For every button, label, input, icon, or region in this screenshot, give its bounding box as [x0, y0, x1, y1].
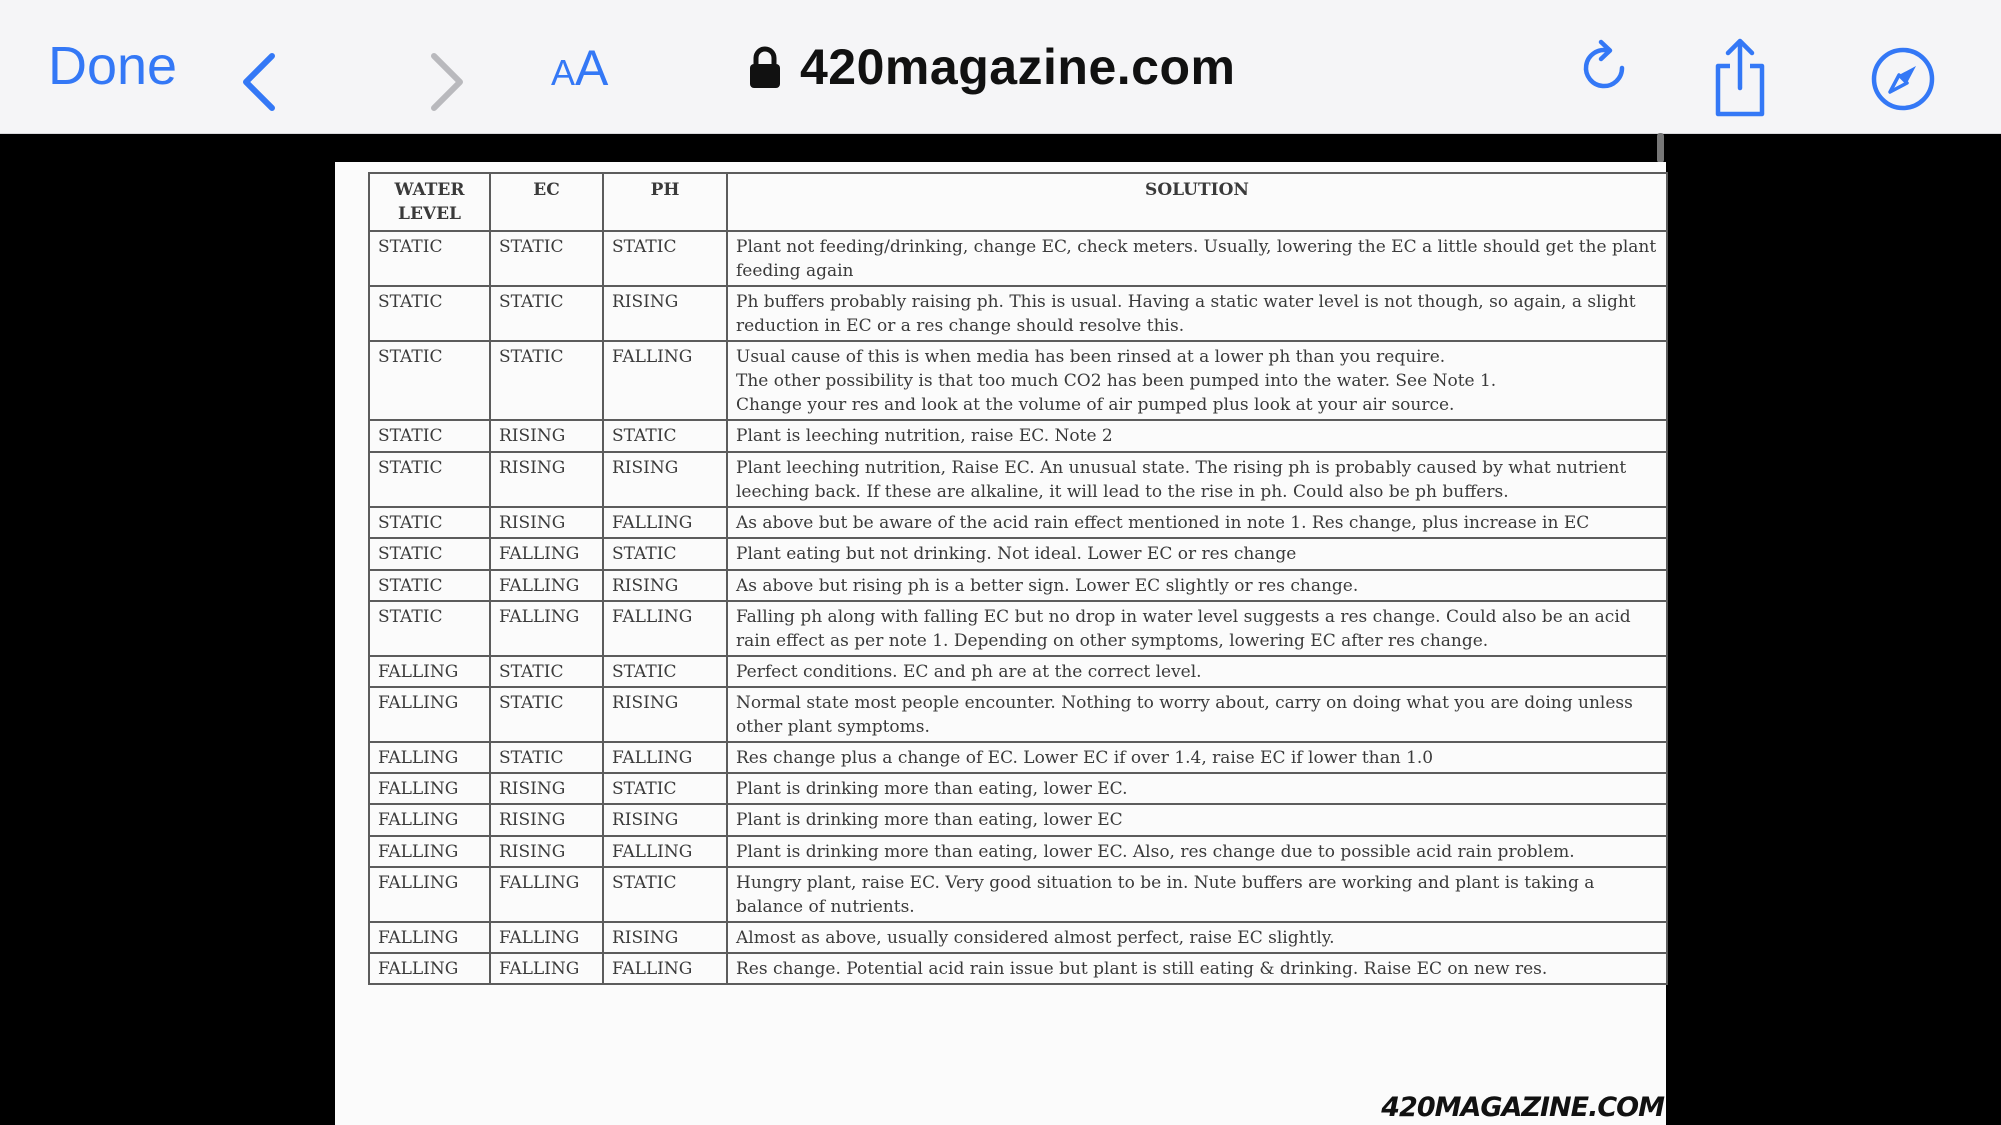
col-header-solution: SOLUTION	[727, 173, 1667, 231]
document-image	[335, 162, 1666, 1125]
cell-solution: Almost as above, usually considered almost perfect, raise EC slightly.	[727, 922, 1667, 953]
cell-solution: Ph buffers probably raising ph. This is usual. Having a static water level is not though, so again, a slight reduction in EC or a res change should resolve this.	[727, 286, 1667, 341]
cell-ec: STATIC	[490, 286, 603, 341]
table-row	[369, 570, 1667, 601]
cell-solution: As above but be aware of the acid rain effect mentioned in note 1. Res change, plus increase in EC	[727, 507, 1667, 538]
cell-ph: RISING	[603, 570, 727, 601]
cell-ph: STATIC	[603, 656, 727, 687]
cell-solution: As above but rising ph is a better sign. Lower EC slightly or res change.	[727, 570, 1667, 601]
cell-ph: STATIC	[603, 420, 727, 452]
cell-solution: Plant is drinking more than eating, lower EC.	[727, 773, 1667, 804]
cell-ec: FALLING	[490, 570, 603, 601]
cell-ph: FALLING	[603, 341, 727, 420]
cell-ec: STATIC	[490, 656, 603, 687]
cell-ec: FALLING	[490, 601, 603, 656]
cell-ph: STATIC	[603, 773, 727, 804]
cell-ph: RISING	[603, 922, 727, 953]
browser-toolbar	[0, 0, 2001, 134]
table-row	[369, 742, 1667, 773]
table-row	[369, 420, 1667, 452]
cell-solution: Res change plus a change of EC. Lower EC if over 1.4, raise EC if lower than 1.0	[727, 742, 1667, 773]
table-row	[369, 452, 1667, 507]
cell-water-level: STATIC	[369, 341, 490, 420]
share-icon	[1710, 36, 1770, 120]
cell-water-level: FALLING	[369, 742, 490, 773]
cell-ph: STATIC	[603, 538, 727, 570]
cell-solution: Hungry plant, raise EC. Very good situation to be in. Nute buffers are working and plant is taking a balance of nutrients.	[727, 867, 1667, 922]
table-row	[369, 953, 1667, 984]
table-row	[369, 656, 1667, 687]
table-row	[369, 687, 1667, 742]
cell-water-level: FALLING	[369, 867, 490, 922]
back-button[interactable]	[238, 50, 278, 114]
text-size-big-glyph: A	[575, 40, 609, 96]
cell-water-level: FALLING	[369, 656, 490, 687]
cell-ph: STATIC	[603, 231, 727, 286]
cell-solution: Plant eating but not drinking. Not ideal. Lower EC or res change	[727, 538, 1667, 570]
cell-water-level: STATIC	[369, 601, 490, 656]
lock-icon	[748, 45, 782, 89]
scrollbar[interactable]	[1657, 133, 1664, 163]
cell-water-level: FALLING	[369, 804, 490, 836]
cell-ph: FALLING	[603, 836, 727, 867]
cell-solution: Falling ph along with falling EC but no drop in water level suggests a res change. Could also be an acid rain effect as per note 1. Depending on other symptoms, lowering EC after res change.	[727, 601, 1667, 656]
text-size-button[interactable]	[551, 38, 608, 111]
done-button[interactable]: Done	[48, 36, 178, 96]
share-button[interactable]	[1710, 36, 1770, 120]
cell-water-level: FALLING	[369, 953, 490, 984]
safari-button[interactable]	[1870, 46, 1936, 112]
cell-ph: FALLING	[603, 742, 727, 773]
cell-solution: Plant is drinking more than eating, lower EC	[727, 804, 1667, 836]
cell-water-level: STATIC	[369, 452, 490, 507]
cell-water-level: STATIC	[369, 507, 490, 538]
cell-solution: Perfect conditions. EC and ph are at the correct level.	[727, 656, 1667, 687]
col-header-water-level-line-1: WATER	[394, 180, 465, 200]
cell-ec: RISING	[490, 420, 603, 452]
cell-ec: STATIC	[490, 742, 603, 773]
cell-ph: FALLING	[603, 953, 727, 984]
cell-solution: Res change. Potential acid rain issue but plant is still eating & drinking. Raise EC on new res.	[727, 953, 1667, 984]
table-row	[369, 341, 1667, 420]
cell-ec: STATIC	[490, 687, 603, 742]
cell-ec: FALLING	[490, 922, 603, 953]
cell-ec: FALLING	[490, 867, 603, 922]
cell-water-level: STATIC	[369, 420, 490, 452]
cell-water-level: STATIC	[369, 570, 490, 601]
table-row	[369, 836, 1667, 867]
cell-water-level: STATIC	[369, 231, 490, 286]
cell-ec: RISING	[490, 836, 603, 867]
cell-ec: RISING	[490, 452, 603, 507]
cell-ec: FALLING	[490, 538, 603, 570]
cell-ec: RISING	[490, 773, 603, 804]
cell-solution: Plant not feeding/drinking, change EC, check meters. Usually, lowering the EC a little should get the plant feeding again	[727, 231, 1667, 286]
forward-button[interactable]	[428, 50, 468, 114]
cell-ph: STATIC	[603, 867, 727, 922]
address-bar[interactable]	[748, 28, 1235, 106]
cell-water-level: FALLING	[369, 836, 490, 867]
table-row	[369, 922, 1667, 953]
reload-button[interactable]	[1578, 36, 1632, 100]
table-row	[369, 538, 1667, 570]
cell-water-level: STATIC	[369, 538, 490, 570]
cell-ec: FALLING	[490, 953, 603, 984]
cell-solution: Usual cause of this is when media has been rinsed at a lower ph than you require. The other possibility is that too much CO2 has been pumped into the water. See Note 1. Change your res and look at the volume of air pumped plus look at your air source.	[727, 341, 1667, 420]
cell-ph: FALLING	[603, 601, 727, 656]
table-row	[369, 867, 1667, 922]
text-size-small-glyph: A	[551, 52, 576, 93]
cell-ec: RISING	[490, 804, 603, 836]
cell-water-level: FALLING	[369, 687, 490, 742]
table-row	[369, 804, 1667, 836]
table-row	[369, 601, 1667, 656]
cell-solution: Normal state most people encounter. Nothing to worry about, carry on doing what you are doing unless other plant symptoms.	[727, 687, 1667, 742]
cell-ph: RISING	[603, 452, 727, 507]
cell-ph: RISING	[603, 286, 727, 341]
cell-solution: Plant leeching nutrition, Raise EC. An unusual state. The rising ph is probably caused by what nutrient leeching back. If these are alkaline, it will lead to the rise in ph. Could also be ph buffers.	[727, 452, 1667, 507]
reload-icon	[1578, 36, 1632, 100]
col-header-water-level-line-2: LEVEL	[397, 204, 461, 224]
cell-solution: Plant is drinking more than eating, lower EC. Also, res change due to possible acid rain problem.	[727, 836, 1667, 867]
cell-ec: STATIC	[490, 341, 603, 420]
chevron-left-icon	[238, 50, 278, 114]
table-row	[369, 286, 1667, 341]
nutrient-solution-table	[368, 172, 1668, 985]
chevron-right-icon	[428, 50, 468, 114]
cell-water-level: FALLING	[369, 773, 490, 804]
table-row	[369, 773, 1667, 804]
compass-icon	[1870, 46, 1936, 112]
cell-ph: FALLING	[603, 507, 727, 538]
col-header-ec: EC	[490, 173, 603, 231]
cell-ph: RISING	[603, 687, 727, 742]
cell-water-level: STATIC	[369, 286, 490, 341]
table-header-row	[369, 173, 1667, 231]
col-header-water-level	[369, 173, 490, 231]
cell-ph: RISING	[603, 804, 727, 836]
cell-solution: Plant is leeching nutrition, raise EC. Note 2	[727, 420, 1667, 452]
url-domain: 420magazine.com	[800, 39, 1236, 95]
col-header-ph: PH	[603, 173, 727, 231]
table-row	[369, 231, 1667, 286]
cell-ec: STATIC	[490, 231, 603, 286]
cell-water-level: FALLING	[369, 922, 490, 953]
table-row	[369, 507, 1667, 538]
watermark-logo: 420MAGAZINE.COM	[1381, 1092, 1664, 1123]
cell-ec: RISING	[490, 507, 603, 538]
